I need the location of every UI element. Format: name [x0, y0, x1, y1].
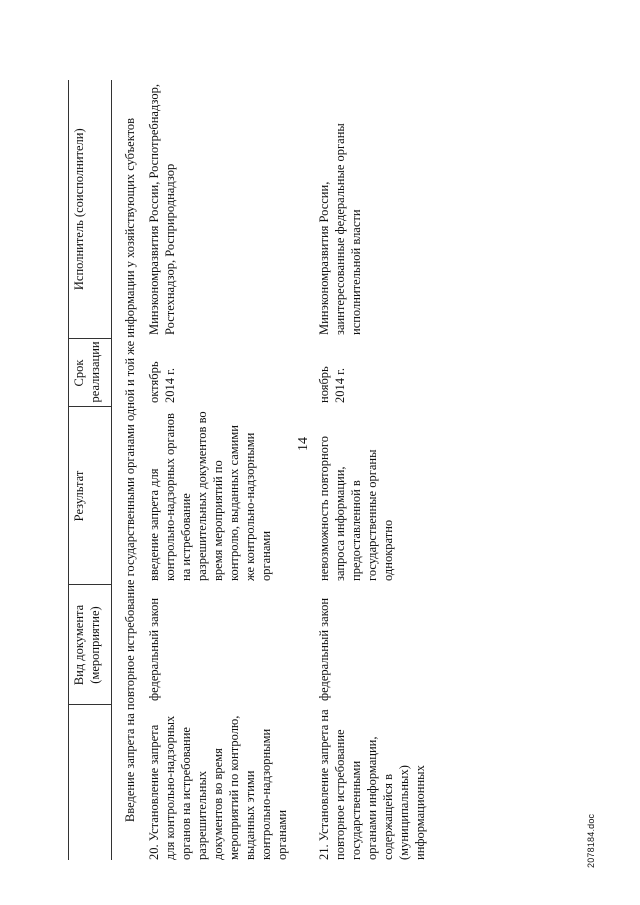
table-header-row — [69, 80, 112, 860]
row-executor: Минэкономразвития России, Роспотребнадзор, Ростехнадзор, Росприроднадзор — [147, 84, 177, 335]
header-executor: Исполнитель (соисполнители) — [69, 80, 112, 339]
row-result: невозможность повторного запроса информации, предоставленной в государственные органы однократно — [317, 436, 395, 581]
section-title: Введение запрета на повторное истребование государственными органами одной и той же информации у хозяйствующих субъектов — [123, 117, 137, 823]
page-number: 14 — [296, 437, 311, 451]
table-row — [146, 80, 316, 860]
header-deadline: Срок реализации — [69, 339, 112, 407]
row-doc-type: федеральный закон — [147, 597, 161, 701]
footer-doc-code: 2078184.doc — [586, 813, 596, 868]
header-action — [69, 705, 112, 860]
table-row — [316, 80, 428, 860]
row-result: введение запрета для контрольно-надзорных органов на истребование разрешительных документов во время мероприятий по контролю, выданных самими же контрольно-надзорными органами — [147, 411, 273, 581]
row-executor: Минэкономразвития России, заинтересованные федеральные органы исполнительной власти — [317, 123, 363, 335]
row-doc-type: федеральный закон — [317, 597, 331, 701]
header-doc-type: Вид документа (мероприятие) — [69, 585, 112, 705]
measures-table — [68, 80, 428, 860]
section-row — [112, 80, 147, 860]
document-table-wrapper — [68, 80, 578, 860]
row-action: 21. Установление запрета на повторное истребование государственными органами информации, содержащейся в (муниципальных) информационных — [317, 709, 427, 860]
row-deadline: ноябрь 2014 г. — [317, 366, 347, 403]
header-result: Результат — [69, 407, 112, 585]
row-deadline: октябрь 2014 г. — [147, 361, 177, 403]
row-action: 20. Установление запрета для контрольно-надзорных органов на истребование разрешительных документов во время мероприятий по контролю, выданных этими контрольно-надзорными органами — [147, 715, 289, 860]
